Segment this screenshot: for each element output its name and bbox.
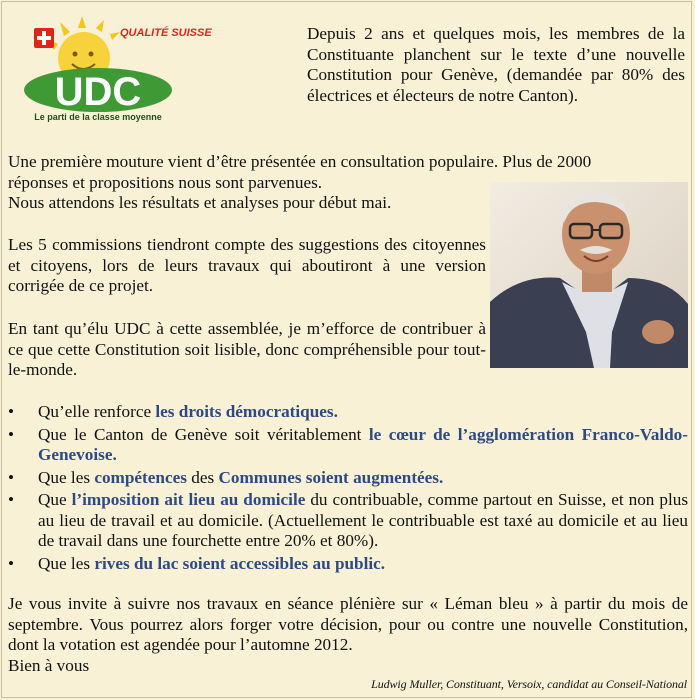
bullet-icon: • (8, 467, 15, 487)
udc-logo (20, 14, 212, 122)
list-item: • Que les rives du lac soient accessibles au public. (8, 553, 386, 573)
portrait-photo (490, 182, 688, 368)
paragraph-invitation: Je vous invite à suivre nos travaux en séance plénière sur « Léman bleu » à partir du mois de septembre. Vous pourrez alors forger votre décision, pour ou contre une nouvelle Constitution, dont la votation est agendée pour l’automne 2012. (8, 594, 688, 654)
paragraph-line: Une première mouture vient d’être présentée en consultation populaire. Plus de 2000 (8, 152, 592, 171)
paragraph-line: Nous attendons les résultats et analyses pour début mai. (8, 193, 392, 212)
list-item: • Que l’imposition ait lieu au domicile du contribuable, comme partout en Suisse, et non plus au lieu de travail et au domicile. (Actuellement le contribuable est taxé au domicile et au lieu de travail dans une fourchette entre 20% et 80%). (8, 490, 689, 550)
signature: Ludwig Muller, Constituant, Versoix, candidat au Conseil-National (371, 677, 687, 691)
list-item: • Que les compétences des Communes soient augmentées. (8, 467, 444, 487)
bullet-list (8, 402, 688, 574)
intro-paragraph: Depuis 2 ans et quelques mois, les membres de la Constituante planchent sur le texte d’une nouvelle Constitution pour Genève, (demandée par 80% des électrices et électeurs de notre Canton). (307, 24, 685, 105)
logo-tagline-text: Le parti de la classe moyenne (34, 112, 162, 122)
bullet-icon: • (8, 424, 15, 444)
paragraph-commissions: Les 5 commissions tiendront compte des suggestions des citoyennes et citoyens, lors de leurs travaux qui aboutiront à une version corrigée de ce projet. (8, 235, 486, 295)
bullet-icon: • (8, 490, 15, 509)
logo-name-text: UDC (54, 70, 142, 114)
list-item: • Qu’elle renforce les droits démocratiques. (8, 402, 338, 421)
paragraph-elected: En tant qu’élu UDC à cette assemblée, je m’efforce de contribuer à ce que cette Constitution soit lisible, donc compréhensible pour tout-le-monde. (8, 319, 486, 379)
bullet-icon: • (8, 553, 15, 573)
closing-text: Bien à vous (8, 656, 90, 675)
list-item: • Que le Canton de Genève soit véritablement le cœur de l’agglomération Franco-Valdo- Genevoise. (8, 424, 688, 464)
paragraph-line: réponses et propositions nous sont parvenues. (8, 172, 323, 192)
bullet-icon: • (8, 402, 15, 421)
logo-badge-text: QUALITÉ SUISSE (120, 27, 212, 39)
